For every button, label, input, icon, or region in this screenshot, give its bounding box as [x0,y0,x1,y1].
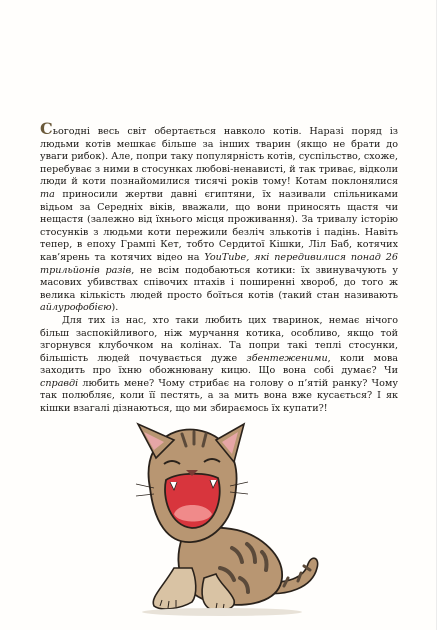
emphasis-text: YouTube, які передивилися понад 26 трильйонів разів [40,251,398,276]
paragraph-1 [40,119,398,315]
text-run: приносили жертви давні єгиптяни, їх називали спільниками відьом за Середніх віків, вважали, що вони приносять щастя чи нещастя (залежно від їхнього місця проживання). За тривалу історію стосунків з людьми коти пережили безліч злькотів і падінь. Навіть тепер, в епоху Грампі Кет, тобто Сердитої Кішки, Ліл Баб, котячих кав’ярень та котячих відео на [40,188,398,263]
paragraph-2 [40,315,398,416]
yawning-cat-illustration [112,418,332,618]
emphasis-text: та [40,188,55,200]
text-run: ьогодні весь світ обертається навколо котів. Наразі поряд із людьми котів мешкає більше за інших тварин (якщо не брати до уваги рибок). Але, попри таку популярність котів, суспільство, схоже, перебуває з ними в стосунках любові-ненависті, й так триває, відколи люди й коти познайомилися тисячі років тому! Котам поклонялися [40,126,398,188]
emphasis-text: справді [40,377,79,389]
emphasis-text: айлурофобією [40,302,112,314]
drop-cap: С [40,119,53,138]
text-run: любить мене? Чому стрибає на голову о п’ятій ранку? Чому так полюбляє, коли її пестять, а за мить вона вже кусається? І як кішки взагалі дізнаються, що ми збираємось їх купати?! [40,377,398,415]
text-run: ). [111,302,119,314]
emphasis-text: збентеженими [246,352,328,364]
text-run: , коли мова заходить про їхню обожнювану кицю. Що вона собі думає? Чи [40,352,398,377]
text-run: Для тих із нас, хто таки любить цих тваринок, немає нічого більш заспокійливого, ніж мурчання котика, особливо, якщо той згорнувся клубочком на колінах. Та попри такі теплі стосунки, більшість людей почувається дуже [40,314,398,364]
article-text [40,119,398,416]
text-run: , не всім подобаються котики: їх звинувачують у масових убивствах співочих птахів і поширенні хвороб, до того ж велика кількість людей просто боїться котів (такий стан називають [40,264,398,301]
cat-left-paw [153,568,196,609]
